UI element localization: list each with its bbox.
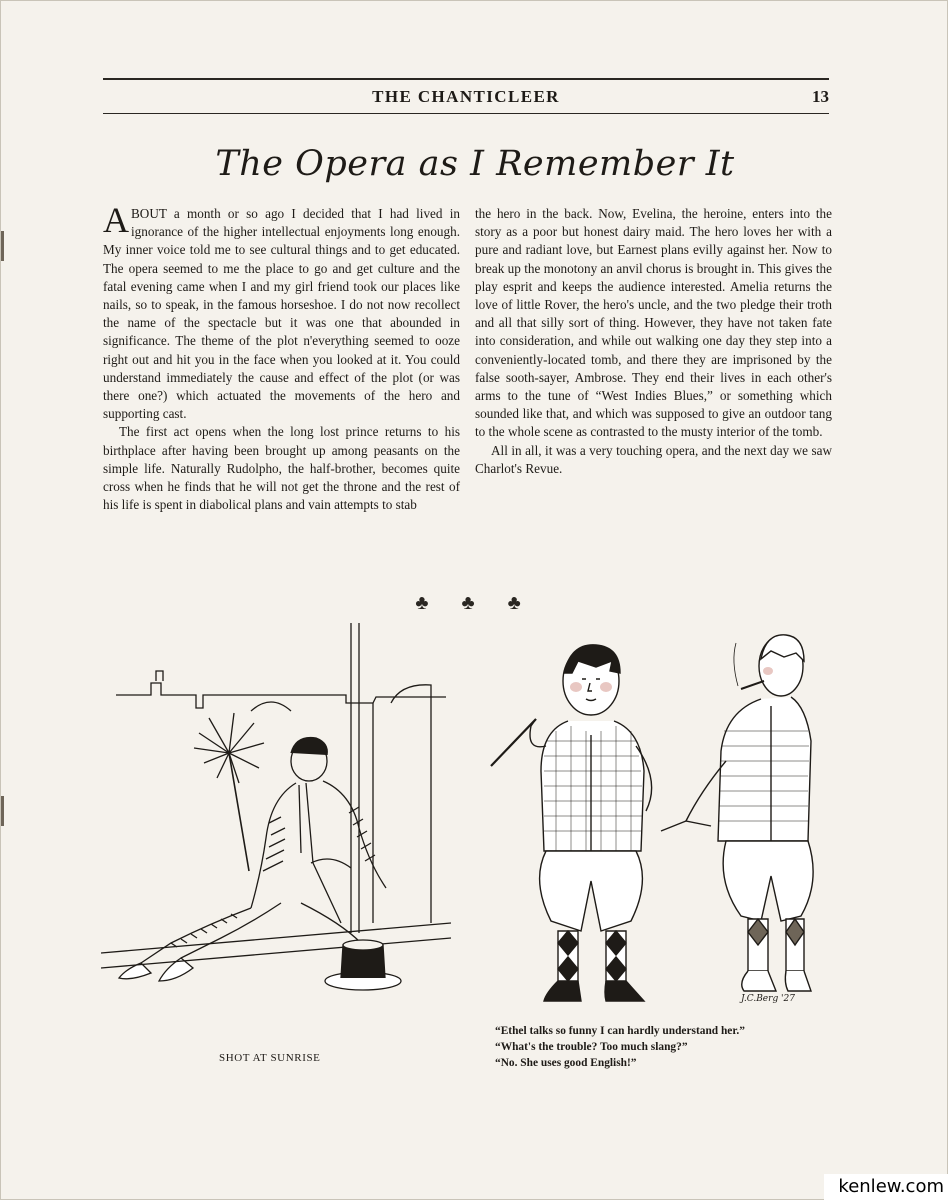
caption-line: “No. She uses good English!” (495, 1057, 637, 1069)
paragraph-text: BOUT a month or so ago I decided that I had lived in ignorance of the higher intellectual enjoyments long enough. My inner voice told me to see cultural things and to get educated. The opera seemed to me the place to go and get culture and the fatal evening came when I and my girl friend took our places like nails, so to speak, in the famous horseshoe. I do not now recollect the name of the spectacle but it was one that abounded in significance. The theme of the plot n'everything seemed to ooze right out and hit you in the face when you looked at it. You could understand immediately the cause and effect of the plot (or was there one?) which actuated the movements of the hero and supporting cast. (103, 206, 460, 422)
caption-line: “What's the trouble? Too much slang?” (495, 1041, 688, 1053)
artist-signature: J.C.Berg '27 (741, 994, 795, 1004)
binding-mark (1, 796, 4, 826)
paragraph: All in all, it was a very touching opera, and the next day we saw Charlot's Revue. (475, 442, 832, 476)
article-column-right (475, 205, 832, 478)
paragraph: the hero in the back. Now, Evelina, the heroine, enters into the story as a poor but honest dairy maid. The hero loves her with a pure and radiant love, but Earnest plans evilly against her. Now to break up the monotony an anvil chorus is brought in. This gives the play esprit and keeps the audience interested. Amelia returns the love of little Rover, the hero's uncle, and the two pledge their troth and all that silly sort of thing. However, they have not taken fate into consideration, and while out walking one day they step into a conveniently-located tomb, and there they are imprisoned by the false sooth-sayer, Ambrose. They end their lives in each other's arms to the tune of “West Indies Blues,” or something which sounded like that, and which was supposed to give an outdoor tang to the whole scene as contrasted to the musty interior of the tomb. (475, 206, 832, 440)
illustration-caption-right (495, 1023, 745, 1071)
binding-mark (1, 231, 4, 261)
article-title: The Opera as I Remember It (215, 144, 735, 184)
shot-at-sunrise-illustration (101, 623, 451, 1048)
caption-line: “Ethel talks so funny I can hardly understand her.” (495, 1025, 745, 1037)
publication-name: THE CHANTICLEER (372, 87, 560, 106)
watermark-text: kenlew.com (824, 1174, 948, 1200)
paragraph (103, 200, 460, 423)
illustration-caption-left: SHOT AT SUNRISE (219, 1052, 321, 1064)
drop-cap: A (103, 200, 129, 240)
page-number: 13 (812, 87, 829, 106)
paragraph: The first act opens when the long lost prince returns to his birthplace after having been brought up among peasants on the simple life. Naturally Rudolpho, the half-brother, becomes quite cross when he finds that he will not get the throne and the rest of his life is spent in diabolical plans and vain attempts to stab (103, 424, 460, 513)
section-ornament: ♣ ♣ ♣ (415, 592, 535, 614)
two-men-cartoon-illustration (486, 631, 831, 1021)
masthead (103, 87, 829, 109)
article-column-left (103, 200, 460, 514)
header-rule-bottom (103, 113, 829, 114)
header-rule-top (103, 78, 829, 80)
